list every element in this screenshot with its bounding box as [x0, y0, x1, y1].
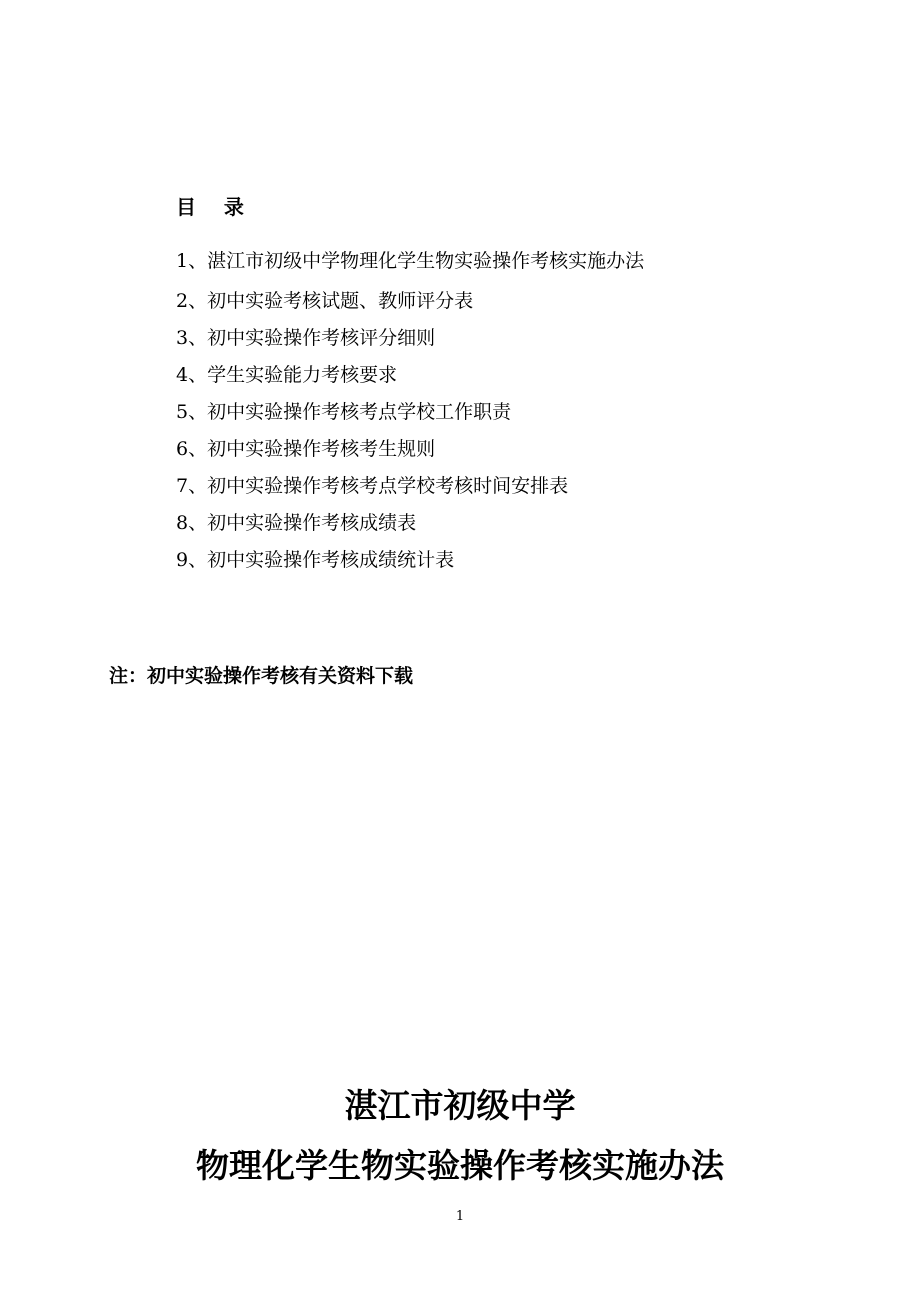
toc-list: [176, 248, 644, 584]
page-number: 1: [455, 1209, 465, 1224]
download-note: 注：初中实验操作考核有关资料下载: [109, 665, 414, 687]
document-title-line-1: 湛江市初级中学: [344, 1086, 576, 1125]
toc-item: 4、学生实验能力考核要求: [176, 364, 398, 386]
toc-item: 6、初中实验操作考核考生规则: [176, 438, 436, 460]
toc-item: 8、初中实验操作考核成绩表: [176, 512, 417, 534]
toc-item: 3、初中实验操作考核评分细则: [176, 327, 436, 349]
toc-item: 5、初中实验操作考核考点学校工作职责: [176, 401, 512, 423]
toc-item: 9、初中实验操作考核成绩统计表: [176, 549, 455, 571]
toc-item: 7、初中实验操作考核考点学校考核时间安排表: [176, 475, 569, 497]
document-title-line-2: 物理化学生物实验操作考核实施办法: [196, 1146, 724, 1185]
toc-item: 2、初中实验考核试题、教师评分表: [176, 290, 474, 312]
toc-item: 1、湛江市初级中学物理化学生物实验操作考核实施办法: [176, 250, 645, 272]
toc-heading: 目 录: [176, 195, 244, 219]
